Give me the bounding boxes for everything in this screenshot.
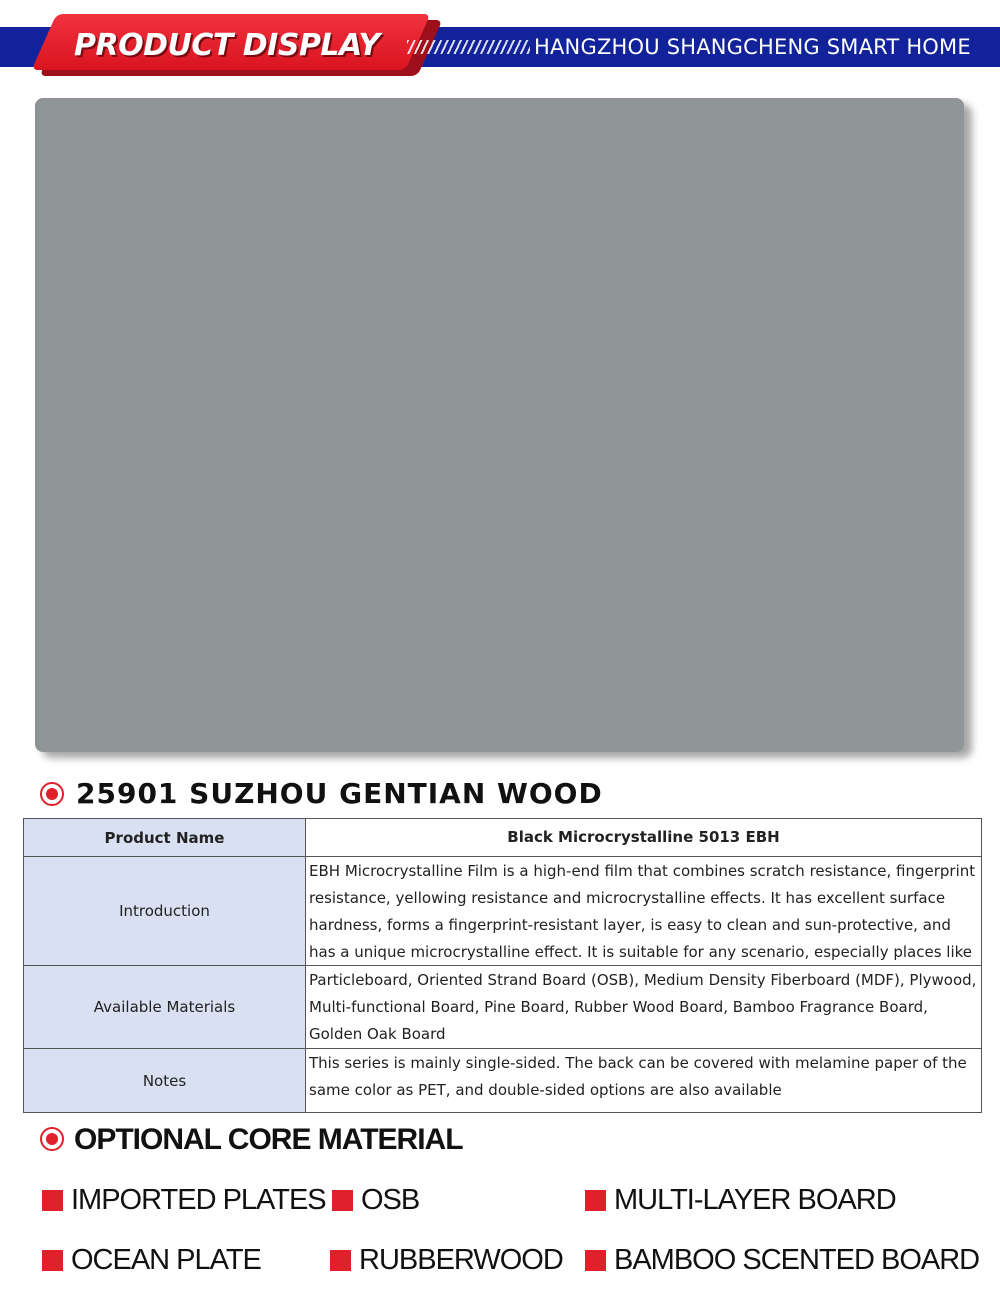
core-item-multi-layer-board: MULTI-LAYER BOARD	[585, 1180, 896, 1220]
company-name: HANGZHOU SHANGCHENG SMART HOME	[534, 35, 971, 59]
table-row	[24, 857, 982, 966]
product-title: 25901 SUZHOU GENTIAN WOOD	[76, 777, 603, 810]
table-row	[24, 819, 982, 857]
decorative-slashes-icon	[407, 40, 530, 54]
product-swatch	[35, 98, 964, 752]
red-square-bullet-icon	[42, 1190, 63, 1211]
row-key-notes: Notes	[24, 1049, 306, 1113]
header-banner	[0, 0, 1000, 80]
table-header-key: Product Name	[24, 819, 306, 857]
introduction-text: EBH Microcrystalline Film is a high-end film that combines scratch resistance, fingerprint resistance, yellowing resistance and microcrystalline effects. It has excellent surface hardness, forms a fingerprint-resistant layer, is easy to clean and sun-protective, and has a unique microcrystalline effect. It is suitable for any scenario, especially places like	[309, 862, 976, 961]
table-row	[24, 966, 982, 1049]
notes-text: This series is mainly single-sided. The back can be covered with melamine paper of the same color as PET, and double-sided options are also available	[309, 1054, 967, 1099]
core-item-ocean-plate: OCEAN PLATE	[42, 1240, 261, 1280]
row-key-introduction: Introduction	[24, 857, 306, 966]
row-value-materials	[306, 966, 982, 1049]
core-item-osb: OSB	[332, 1180, 419, 1220]
row-key-materials: Available Materials	[24, 966, 306, 1049]
red-circle-bullet-icon	[40, 782, 64, 806]
spec-table	[23, 818, 982, 1113]
core-item-bamboo-scented-board: BAMBOO SCENTED BOARD	[585, 1240, 979, 1280]
red-square-bullet-icon	[585, 1190, 606, 1211]
core-item-rubberwood: RUBBERWOOD	[330, 1240, 563, 1280]
red-square-bullet-icon	[332, 1190, 353, 1211]
red-square-bullet-icon	[585, 1250, 606, 1271]
core-item-imported-plates: IMPORTED PLATES	[42, 1180, 326, 1220]
core-material-title: OPTIONAL CORE MATERIAL	[74, 1123, 463, 1156]
red-square-bullet-icon	[330, 1250, 351, 1271]
red-circle-bullet-icon	[40, 1127, 64, 1151]
row-value-notes	[306, 1049, 982, 1113]
row-value-introduction	[306, 857, 982, 966]
page-title: PRODUCT DISPLAY	[74, 28, 380, 63]
red-square-bullet-icon	[42, 1250, 63, 1271]
materials-text: Particleboard, Oriented Strand Board (OSB), Medium Density Fiberboard (MDF), Plywood, Multi-functional Board, Pine Board, Rubber Wood Board, Bamboo Fragrance Board, Golden Oak Board	[309, 971, 977, 1043]
table-header-value: Black Microcrystalline 5013 EBH	[306, 819, 982, 857]
table-row	[24, 1049, 982, 1113]
